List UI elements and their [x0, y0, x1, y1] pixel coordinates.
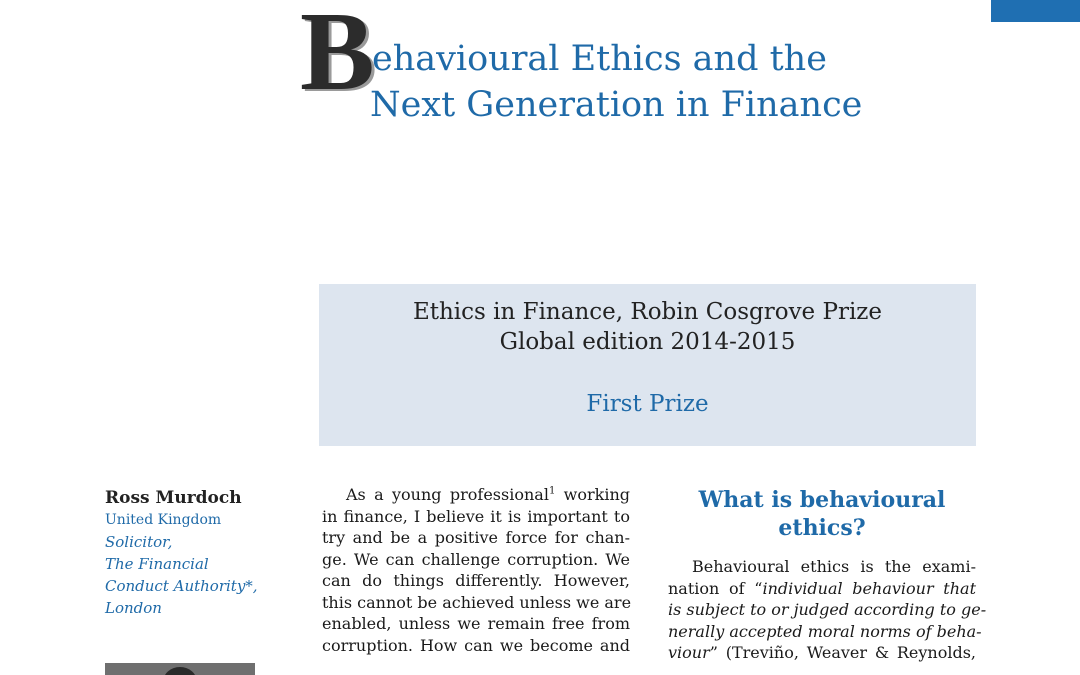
author-block [105, 487, 295, 619]
author-role-line: Solicitor, [105, 533, 173, 551]
title-line-2: Next Generation in Finance [370, 85, 863, 125]
body-line: this cannot be achieved unless we are [322, 592, 632, 612]
title-line-1: ehavioural Ethics and the [372, 39, 827, 79]
body-line: enabled, unless we remain free from [322, 614, 630, 633]
body-line: corruption. How can we become and [322, 635, 630, 655]
author-role-line: London [105, 599, 162, 617]
section-heading: What is behavioural ethics? [698, 487, 946, 541]
body-line: in finance, I believe it is important to [322, 506, 630, 526]
body-line: nerally accepted moral norms of beha- [668, 621, 982, 641]
prize-edition: Global edition 2014-2015 [499, 329, 796, 355]
author-role-line: Conduct Authority*, [105, 577, 258, 595]
body-line: Behavioural ethics is the exami- [692, 557, 976, 576]
author-name: Ross Murdoch [105, 488, 242, 508]
prize-title: Ethics in Finance, Robin Cosgrove Prize [412, 299, 883, 325]
body-line: try and be a positive force for chan- [322, 528, 630, 547]
body-column-2 [668, 486, 987, 664]
title-drop-cap: B [300, 0, 373, 114]
corner-tab [991, 0, 1080, 22]
author-photo [105, 663, 255, 675]
prize-award: First Prize [586, 391, 709, 417]
body-column-1 [322, 484, 630, 656]
body-line: can do things differently. However, [322, 571, 630, 590]
body-line: is subject to or judged according to ge- [668, 600, 987, 619]
prize-box [319, 284, 976, 446]
body-line: viour” (Treviño, Weaver & Reynolds, [668, 643, 976, 662]
author-role-line: The Financial [105, 555, 209, 573]
body-line: nation of “individual behaviour that [668, 578, 977, 598]
author-country: United Kingdom [105, 512, 222, 528]
body-line: As a young professional$^1$ working [346, 485, 630, 504]
body-line: ge. We can challenge corruption. We [322, 549, 630, 569]
